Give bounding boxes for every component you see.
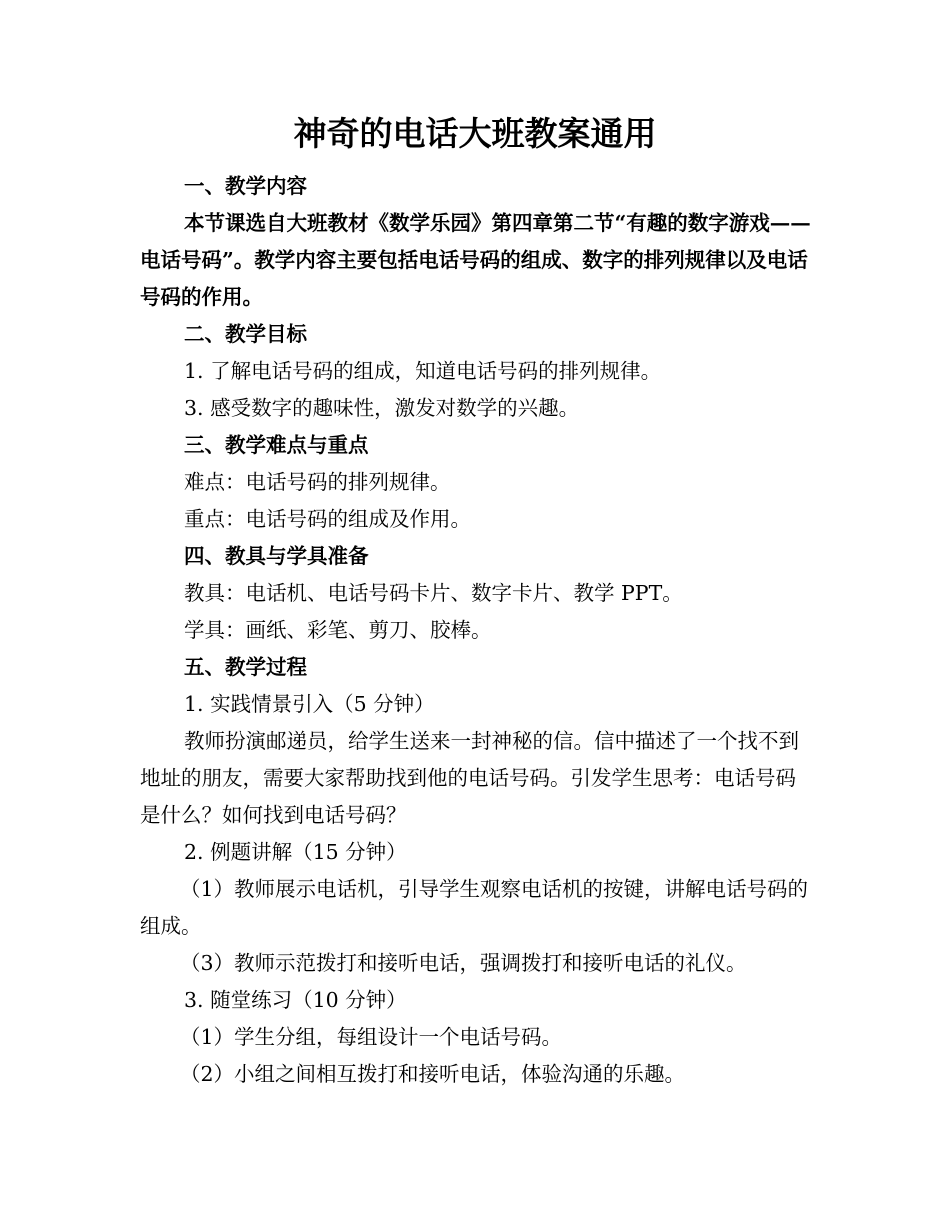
objective-item: 1. 了解电话号码的组成，知道电话号码的排列规律。 xyxy=(184,359,662,383)
step-label: 3. 随堂练习（10 分钟） xyxy=(184,988,407,1012)
section-heading-process: 五、教学过程 xyxy=(184,655,307,679)
key-point-text: 重点：电话号码的组成及作用。 xyxy=(184,507,471,531)
learning-aids-text: 学具：画纸、彩笔、剪刀、胶棒。 xyxy=(184,618,492,642)
step-item: （1）学生分组，每组设计一个电话号码。 xyxy=(180,1025,563,1049)
section-heading-difficulty: 三、教学难点与重点 xyxy=(184,433,369,457)
document-body xyxy=(140,168,812,1093)
section-heading-content: 一、教学内容 xyxy=(184,174,307,198)
step-paragraph: 教师扮演邮递员，给学生送来一封神秘的信。信中描述了一个找不到地址的朋友，需要大家帮助找到他的电话号码。引发学生思考：电话号码是什么？如何找到电话号码？ xyxy=(140,729,799,827)
objective-item: 3. 感受数字的趣味性，激发对数学的兴趣。 xyxy=(184,396,580,420)
step-item: （2）小组之间相互拨打和接听电话，体验沟通的乐趣。 xyxy=(180,1062,686,1086)
step-label: 2. 例题讲解（15 分钟） xyxy=(184,840,407,864)
step-item: （1）教师展示电话机，引导学生观察电话机的按键，讲解电话号码的组成。 xyxy=(140,877,809,938)
difficulty-text: 难点：电话号码的排列规律。 xyxy=(184,470,451,494)
step-label: 1. 实践情景引入（5 分钟） xyxy=(184,692,435,716)
section-heading-objectives: 二、教学目标 xyxy=(184,322,307,346)
step-item: （3）教师示范拨打和接听电话，强调拨打和接听电话的礼仪。 xyxy=(180,951,747,975)
section-heading-materials: 四、教具与学具准备 xyxy=(184,544,369,568)
content-paragraph: 本节课选自大班教材《数学乐园》第四章第二节“有趣的数字游戏——电话号码”。教学内容主要包括电话号码的组成、数字的排列规律以及电话号码的作用。 xyxy=(140,211,811,309)
document-title: 神奇的电话大班教案通用 xyxy=(293,114,657,153)
teaching-aids-text: 教具：电话机、电话号码卡片、数字卡片、教学 PPT。 xyxy=(184,581,683,605)
